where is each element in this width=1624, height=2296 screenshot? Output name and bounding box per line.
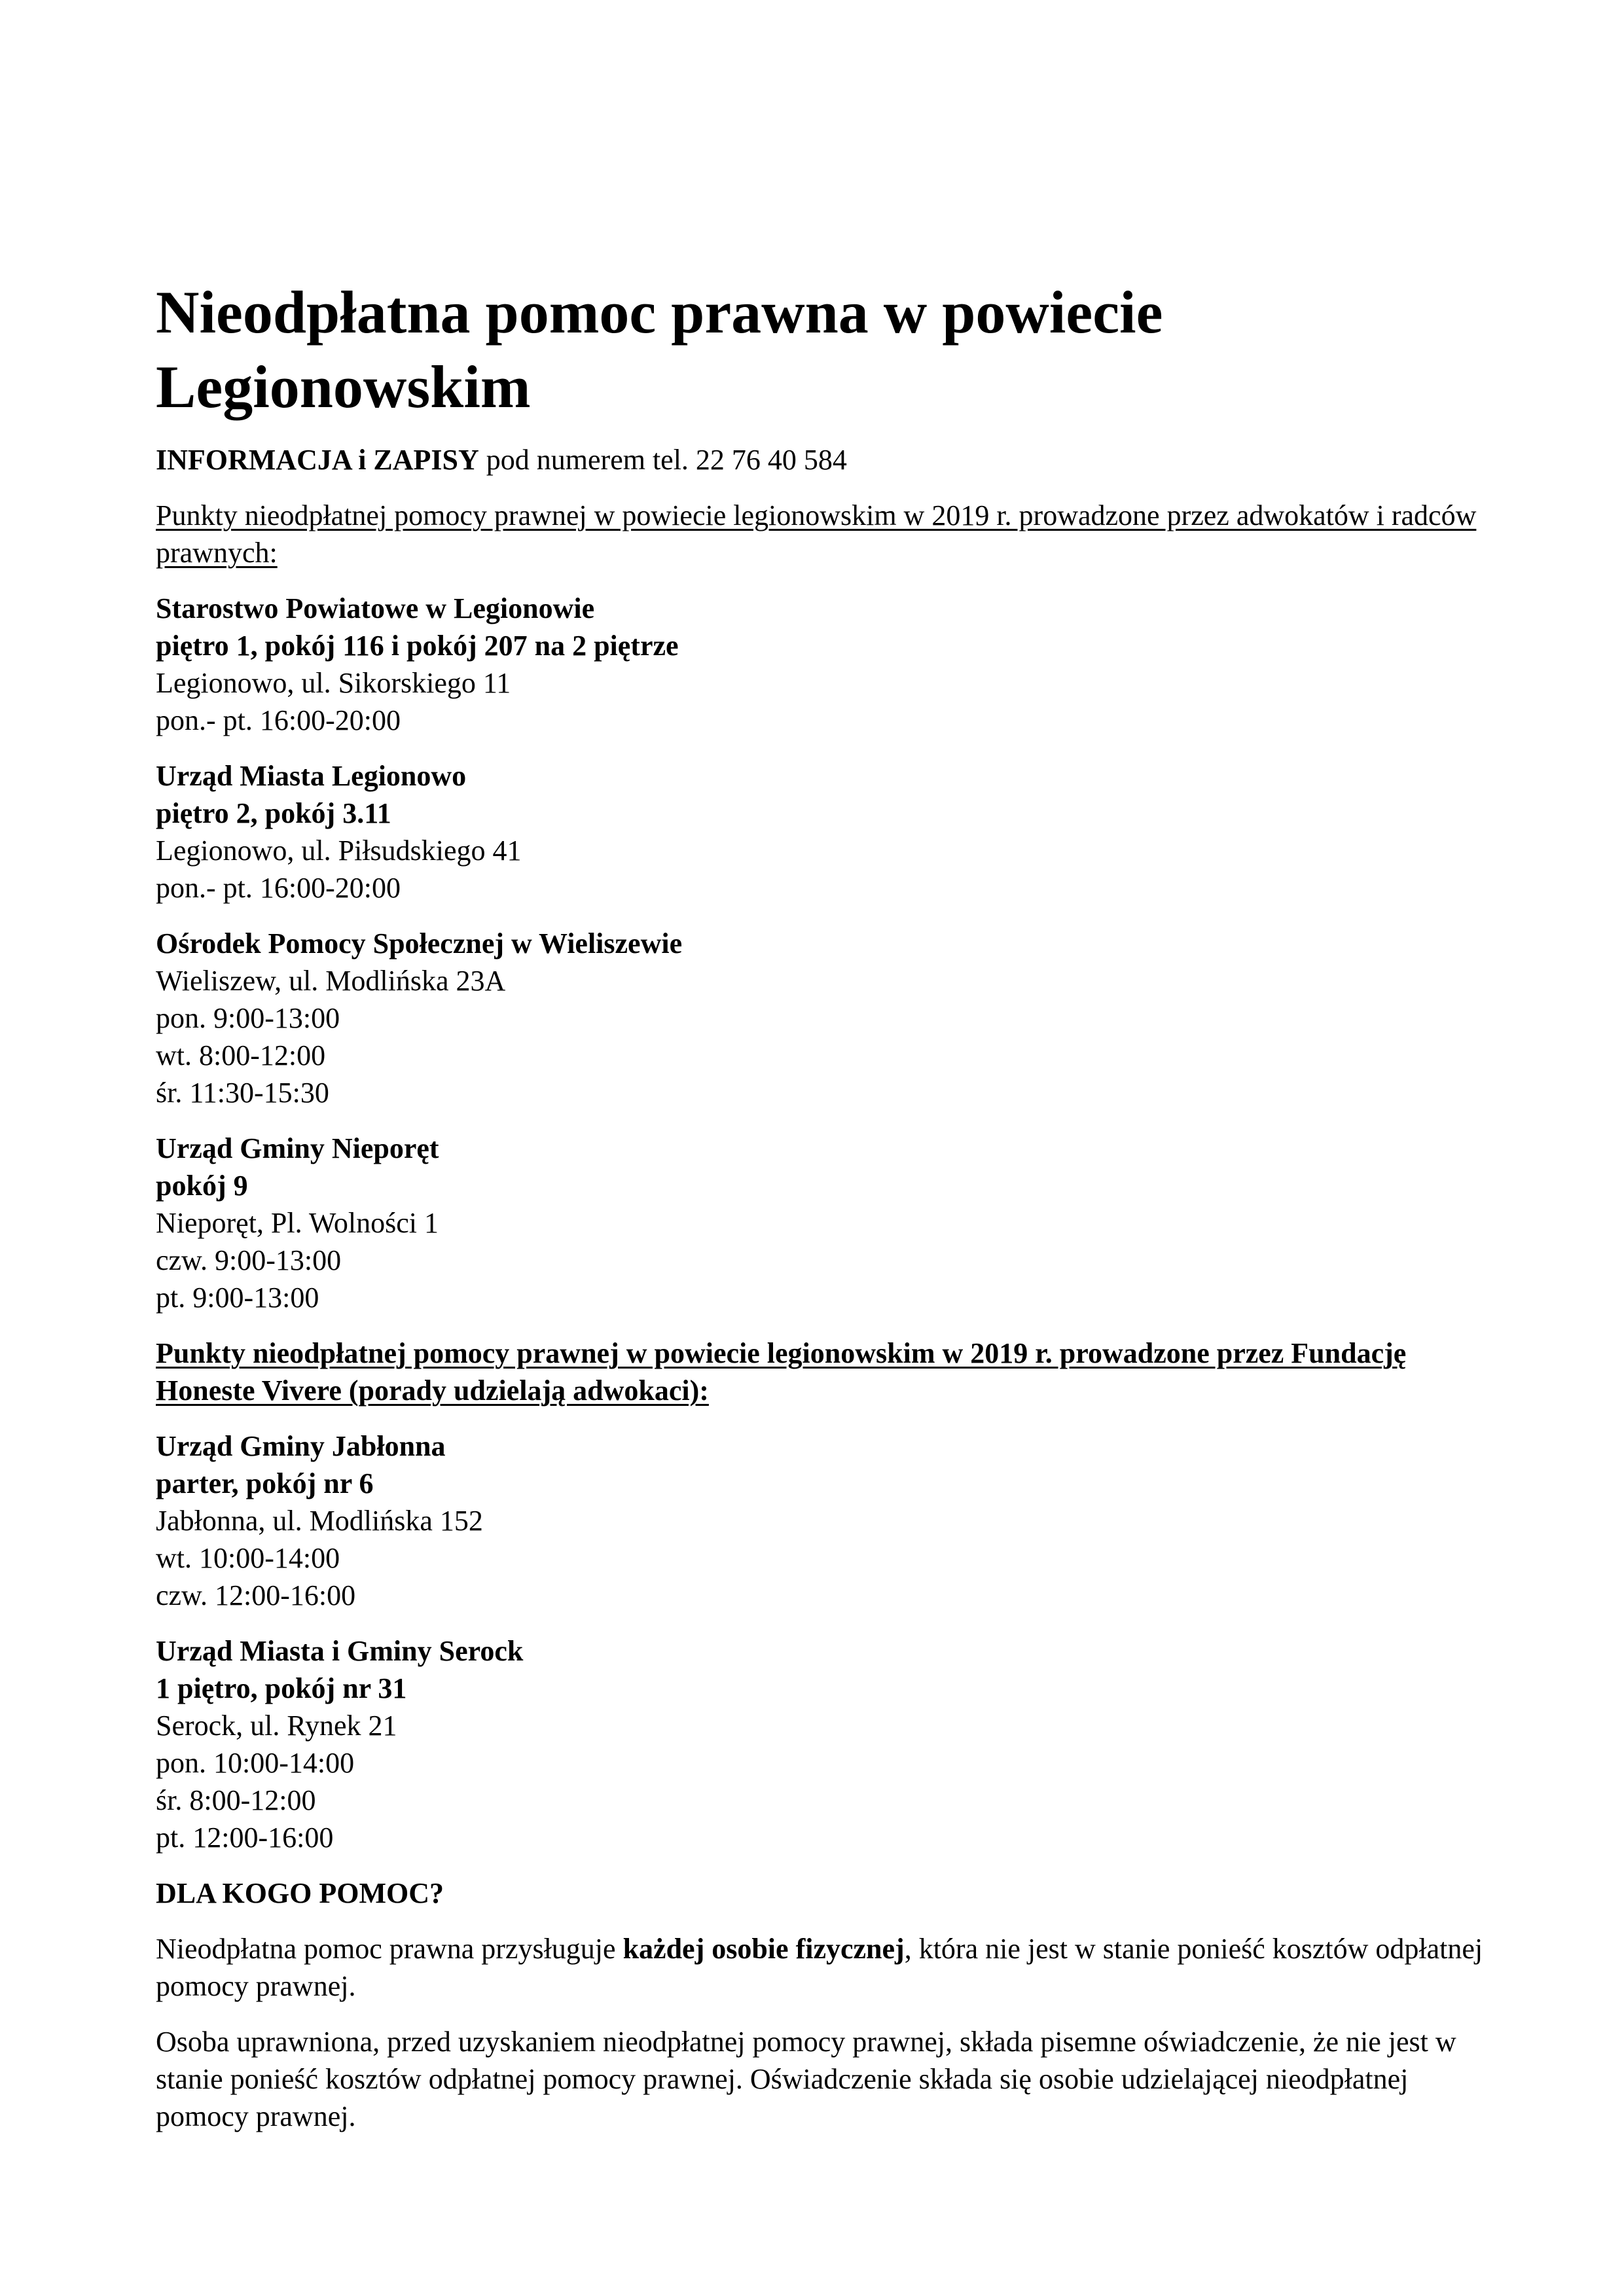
who-para1-bold: każdej osobie fizycznej bbox=[623, 1933, 905, 1965]
location-hours: wt. 8:00-12:00 bbox=[156, 1039, 326, 1071]
location-name: Starostwo Powiatowe w Legionowie bbox=[156, 592, 595, 624]
section2-heading: Punkty nieodpłatnej pomocy prawnej w powiecie legionowskim w 2019 r. prowadzone przez Fundację Honeste Vivere (porady udzielają adwokaci): bbox=[156, 1337, 1407, 1407]
location-address: Legionowo, ul. Piłsudskiego 41 bbox=[156, 834, 522, 867]
location-name: Ośrodek Pomocy Społecznej w Wieliszewie bbox=[156, 927, 683, 960]
location-block bbox=[156, 590, 1491, 739]
who-para1-before: Nieodpłatna pomoc prawna przysługuje bbox=[156, 1933, 623, 1965]
location-address: Jabłonna, ul. Modlińska 152 bbox=[156, 1505, 483, 1537]
location-room: piętro 1, pokój 116 i pokój 207 na 2 piętrze bbox=[156, 630, 679, 662]
location-address: Serock, ul. Rynek 21 bbox=[156, 1710, 397, 1742]
location-address: Nieporęt, Pl. Wolności 1 bbox=[156, 1207, 439, 1239]
location-hours: pon. 10:00-14:00 bbox=[156, 1747, 355, 1779]
who-para1-after: , która nie jest w stanie ponieść kosztów odpłatnej pomocy prawnej. bbox=[156, 1933, 1483, 2002]
location-hours: pon.- pt. 16:00-20:00 bbox=[156, 704, 401, 736]
location-address: Wieliszew, ul. Modlińska 23A bbox=[156, 965, 506, 997]
location-hours: pt. 12:00-16:00 bbox=[156, 1821, 334, 1854]
location-hours: śr. 8:00-12:00 bbox=[156, 1784, 316, 1816]
location-room: pokój 9 bbox=[156, 1170, 248, 1202]
document-page bbox=[156, 275, 1491, 2153]
location-hours: pt. 9:00-13:00 bbox=[156, 1282, 319, 1314]
location-room: parter, pokój nr 6 bbox=[156, 1467, 374, 1499]
page-title: Nieodpłatna pomoc prawna w powiecie Legionowskim bbox=[156, 279, 1163, 420]
who-paragraph-2: Osoba uprawniona, przed uzyskaniem nieodpłatnej pomocy prawnej, składa pisemne oświadczenie, że nie jest w stanie ponieść kosztów odpłatnej pomocy prawnej. Oświadczenie składa się osobie udzielającej nieodpłatnej pomocy prawnej. bbox=[156, 2026, 1456, 2132]
location-hours: czw. 9:00-13:00 bbox=[156, 1244, 342, 1276]
location-name: Urząd Miasta Legionowo bbox=[156, 760, 467, 792]
who-paragraph-1 bbox=[156, 1930, 1491, 2005]
info-phone-text: pod numerem tel. 22 76 40 584 bbox=[478, 444, 847, 476]
location-block bbox=[156, 1632, 1491, 1856]
location-block bbox=[156, 1427, 1491, 1614]
location-block bbox=[156, 757, 1491, 906]
location-name: Urząd Gminy Nieporęt bbox=[156, 1132, 439, 1164]
location-block bbox=[156, 1130, 1491, 1316]
location-block bbox=[156, 925, 1491, 1111]
location-hours: śr. 11:30-15:30 bbox=[156, 1077, 329, 1109]
info-bold-lead: INFORMACJA i ZAPISY bbox=[156, 444, 479, 476]
location-name: Urząd Gminy Jabłonna bbox=[156, 1430, 446, 1462]
location-hours: pon.- pt. 16:00-20:00 bbox=[156, 872, 401, 904]
location-hours: wt. 10:00-14:00 bbox=[156, 1542, 340, 1574]
location-hours: pon. 9:00-13:00 bbox=[156, 1002, 340, 1034]
who-heading: DLA KOGO POMOC? bbox=[156, 1877, 444, 1909]
info-line bbox=[156, 441, 1491, 478]
location-name: Urząd Miasta i Gminy Serock bbox=[156, 1635, 524, 1667]
location-address: Legionowo, ul. Sikorskiego 11 bbox=[156, 667, 511, 699]
location-hours: czw. 12:00-16:00 bbox=[156, 1579, 356, 1611]
location-room: piętro 2, pokój 3.11 bbox=[156, 797, 391, 829]
section1-heading: Punkty nieodpłatnej pomocy prawnej w powiecie legionowskim w 2019 r. prowadzone przez adwokatów i radców prawnych: bbox=[156, 499, 1477, 569]
location-room: 1 piętro, pokój nr 31 bbox=[156, 1672, 407, 1704]
